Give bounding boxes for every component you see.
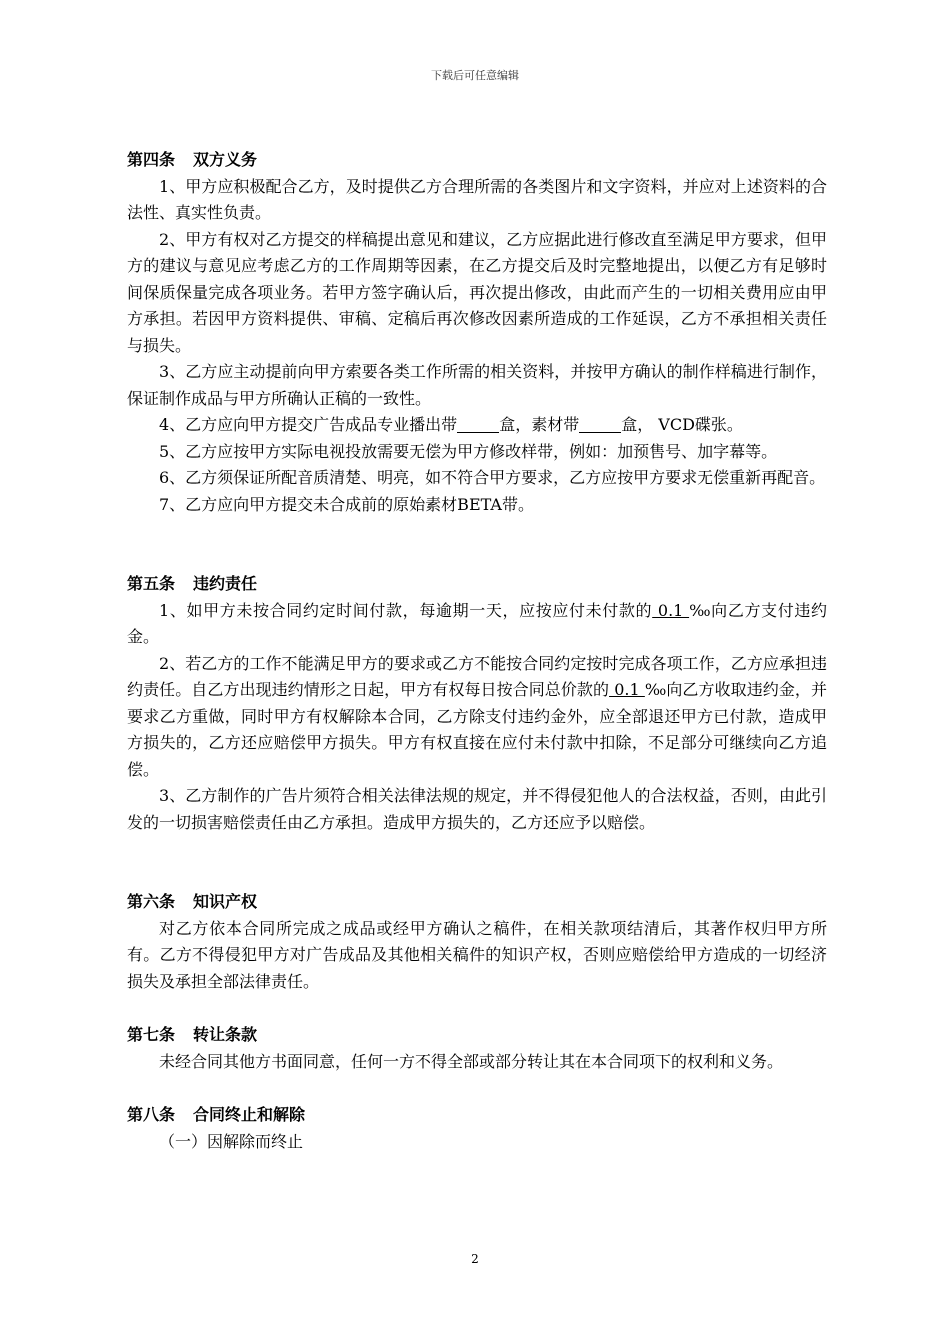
clause-text: ‰向乙方支付违约金。 (127, 600, 827, 646)
article-7-heading (127, 1022, 827, 1049)
article-number: 第七条 (127, 1025, 176, 1044)
article-4-clause-5: 5、乙方应按甲方实际电视投放需要无偿为甲方修改样带，例如：加预售号、加字幕等。 (159, 441, 778, 461)
article-title: 合同终止和解除 (193, 1105, 306, 1124)
article-6-heading (127, 889, 827, 916)
article-7-clause-1: 未经合同其他方书面同意，任何一方不得全部或部分转让其在本合同项下的权利和义务。 (159, 1051, 784, 1071)
article-4-clause-7: 7、乙方应向甲方提交未合成前的原始素材BETA带。 (159, 494, 534, 514)
document-body (127, 147, 827, 1155)
article-8-heading (127, 1102, 827, 1129)
article-5-clause-1 (127, 598, 827, 651)
article-4-clause-6: 6、乙方须保证所配音质清楚、明亮，如不符合甲方要求，乙方应按甲方要求无偿重新再配音。 (159, 468, 826, 487)
page-header: 下载后可任意编辑 (431, 69, 519, 82)
clause-text: ‰向乙方收取违约金，并要求乙方重做，同时甲方有权解除本合同，乙方除支付违约金外，应全部退还甲方已付款，造成甲方损失的，乙方还应赔偿甲方损失。甲方有权直接在应付未付款中扣除，不足部分可继续向乙方追偿。 (127, 680, 827, 779)
article-6-clause-1: 对乙方依本合同所完成之成品或经甲方确认之稿件，在相关款项结清后，其著作权归甲方所有。乙方不得侵犯甲方对广告成品及其他相关稿件的知识产权，否则应赔偿给甲方造成的一切经济损失及承担全部法律责任。 (127, 918, 827, 991)
article-title: 双方义务 (193, 150, 258, 169)
article-number: 第八条 (127, 1105, 176, 1124)
article-4-clause-1: 1、甲方应积极配合乙方，及时提供乙方合理所需的各类图片和文字资料，并应对上述资料的合法性、真实性负责。 (127, 176, 827, 222)
article-5-clause-2 (127, 651, 827, 784)
article-5-clause-3: 3、乙方制作的广告片须符合相关法律法规的规定，并不得侵犯他人的合法权益，否则，由此引发的一切损害赔偿责任由乙方承担。造成甲方损失的，乙方还应予以赔偿。 (127, 786, 827, 832)
article-title: 知识产权 (193, 892, 258, 911)
article-4-clause-3: 3、乙方应主动提前向甲方索要各类工作所需的相关资料，并按甲方确认的制作样稿进行制作，保证制作成品与甲方所确认正稿的一致性。 (127, 362, 827, 408)
clause-text: 盒， VCD碟张。 (621, 415, 743, 434)
clause-text: 2、若乙方的工作不能满足甲方的要求或乙方不能按合同约定按时完成各项工作，乙方应承担违约责任。自乙方出现违约情形之日起，甲方有权每日按合同总价款的 (127, 653, 827, 699)
clause-text: 1、如甲方未按合同约定时间付款，每逾期一天，应按应付未付款的 (159, 600, 653, 620)
article-title: 违约责任 (193, 574, 258, 593)
article-number: 第五条 (127, 574, 176, 593)
blank-field (457, 416, 499, 433)
article-number: 第四条 (127, 150, 176, 169)
article-4-heading (127, 147, 827, 174)
article-4-clause-2: 2、甲方有权对乙方提交的样稿提出意见和建议，乙方应据此进行修改直至满足甲方要求，但甲方的建议与意见应考虑乙方的工作周期等因素，在乙方提交后及时完整地提出，以便乙方有足够时间保质保量完成各项业务。若甲方签字确认后，再次提出修改，由此而产生的一切相关费用应由甲方承担。若因甲方资料提供、审稿、定稿后再次修改因素所造成的工作延误，乙方不承担相关责任与损失。 (127, 229, 827, 355)
clause-text: 盒，素材带 (499, 415, 580, 434)
page-number: 2 (471, 1252, 479, 1266)
penalty-rate: 0.1 (609, 680, 645, 699)
article-8-clause-1: （一）因解除而终止 (159, 1131, 304, 1151)
article-number: 第六条 (127, 892, 176, 911)
blank-field (579, 416, 621, 433)
article-5-heading (127, 571, 827, 598)
article-title: 转让条款 (193, 1025, 258, 1044)
clause-text: 4、乙方应向甲方提交广告成品专业播出带 (159, 415, 458, 434)
penalty-rate: 0.1 (652, 600, 690, 620)
article-4-clause-4 (127, 412, 827, 439)
